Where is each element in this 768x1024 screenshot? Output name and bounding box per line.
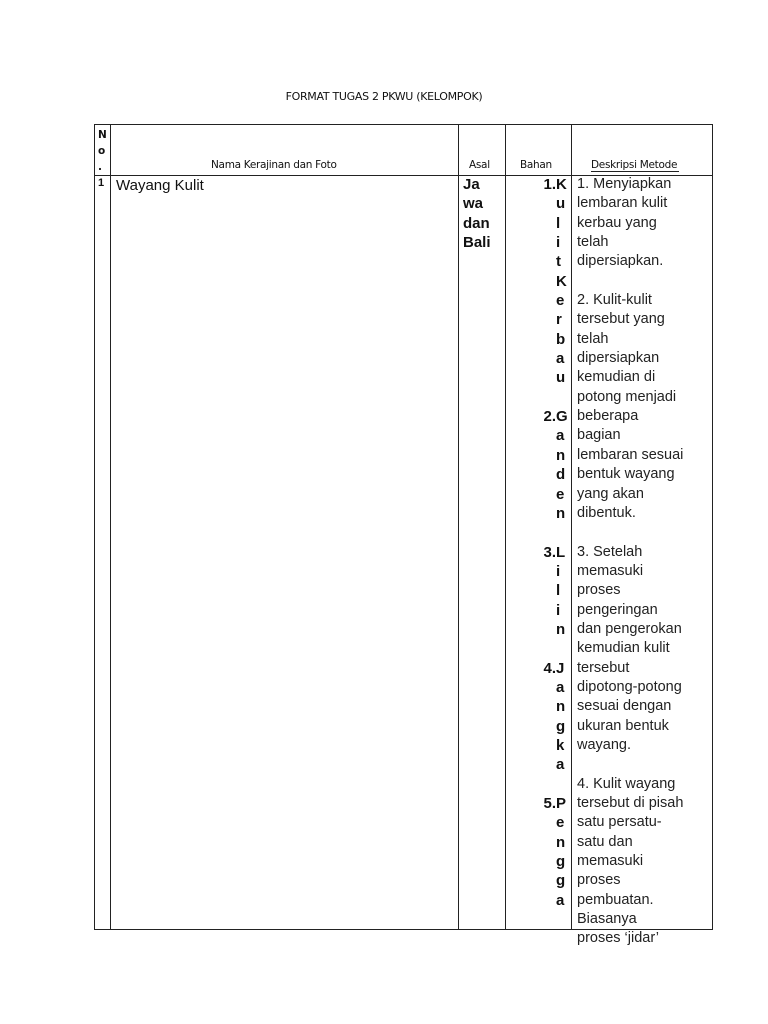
description-line: memasuki	[577, 562, 644, 579]
material-name: Ganden	[556, 408, 568, 522]
row-number: 1	[98, 177, 105, 189]
description-line: potong menjadi	[577, 388, 677, 405]
description-line: 4. Kulit wayang	[577, 775, 676, 792]
method-description	[577, 175, 683, 949]
description-line: tersebut di pisah	[577, 795, 684, 811]
header-no-char: o	[98, 145, 106, 157]
description-line: 3. Setelah	[577, 543, 643, 560]
description-line: lembaran sesuai	[577, 446, 684, 463]
header-asal: Asal	[469, 159, 490, 171]
origin-line: dan	[463, 214, 490, 232]
description-line: bagian	[577, 427, 621, 444]
description-line: proses ‘jidar’	[577, 930, 659, 947]
header-no	[98, 127, 107, 175]
origin-line: Ja	[463, 176, 480, 193]
description-line: dipersiapkan	[577, 350, 660, 367]
document-title: FORMAT TUGAS 2 PKWU (KELOMPOK)	[285, 90, 483, 103]
material-number: 3.	[543, 543, 556, 561]
description-line: lembaran kulit	[577, 195, 668, 212]
column-divider	[110, 125, 111, 929]
description-line: pembuatan.	[577, 891, 654, 908]
header-deskripsi: Deskripsi Metode	[591, 159, 678, 171]
material-item	[507, 659, 568, 775]
material-item	[507, 407, 568, 523]
description-line: 2. Kulit-kulit	[577, 292, 652, 309]
header-nama: Nama Kerajinan dan Foto	[211, 159, 337, 171]
spacer	[577, 272, 683, 291]
column-divider	[458, 125, 459, 929]
column-divider	[571, 125, 572, 929]
description-line: dipersiapkan.	[577, 253, 664, 270]
description-line: memasuki	[577, 853, 644, 870]
material-name: Lilin	[556, 543, 566, 638]
description-line: telah	[577, 330, 609, 347]
description-line: proses	[577, 872, 621, 889]
description-line: yang akan	[577, 485, 644, 502]
origin-line: Bali	[463, 234, 491, 252]
material-name: KulitKerbau	[556, 176, 567, 387]
description-line: bentuk wayang	[577, 466, 675, 483]
column-divider	[505, 125, 506, 929]
description-line: dipotong-potong	[577, 678, 682, 695]
craft-name: Wayang Kulit	[116, 177, 204, 194]
material-item	[507, 543, 568, 640]
description-line: 1. Menyiapkan	[577, 176, 672, 192]
material-number: 1.	[543, 176, 556, 193]
description-line: dibentuk.	[577, 504, 636, 521]
material-number: 4.	[543, 659, 556, 677]
materials-list	[507, 175, 568, 929]
header-no-char: N	[98, 129, 107, 141]
description-line: dan pengerokan	[577, 620, 682, 637]
spacer	[577, 523, 683, 542]
material-item	[507, 175, 568, 388]
origin	[463, 175, 491, 252]
material-number: 2.	[543, 408, 556, 426]
description-line: ukuran bentuk	[577, 717, 669, 734]
header-no-char: .	[98, 161, 102, 173]
description-line: tersebut	[577, 659, 630, 676]
header-bahan: Bahan	[520, 159, 552, 171]
description-line: kerbau yang	[577, 214, 657, 231]
description-line: satu persatu-	[577, 814, 662, 831]
description-line: kemudian di	[577, 369, 656, 386]
description-line: sesuai dengan	[577, 698, 672, 715]
description-line: Biasanya	[577, 911, 637, 928]
material-name: Jangka	[556, 659, 566, 774]
material-name: Pengga	[556, 795, 567, 909]
task-table	[94, 124, 713, 947]
description-line: wayang.	[577, 736, 632, 753]
description-line: beberapa	[577, 408, 639, 425]
description-line: satu dan	[577, 833, 633, 850]
origin-line: wa	[463, 195, 484, 213]
spacer	[577, 755, 683, 774]
description-line: pengeringan	[577, 601, 658, 618]
material-item	[507, 794, 568, 910]
description-line: proses	[577, 582, 621, 599]
description-line: kemudian kulit	[577, 640, 670, 657]
material-number: 5.	[543, 795, 556, 812]
description-line: tersebut yang	[577, 311, 665, 328]
description-line: telah	[577, 234, 609, 251]
